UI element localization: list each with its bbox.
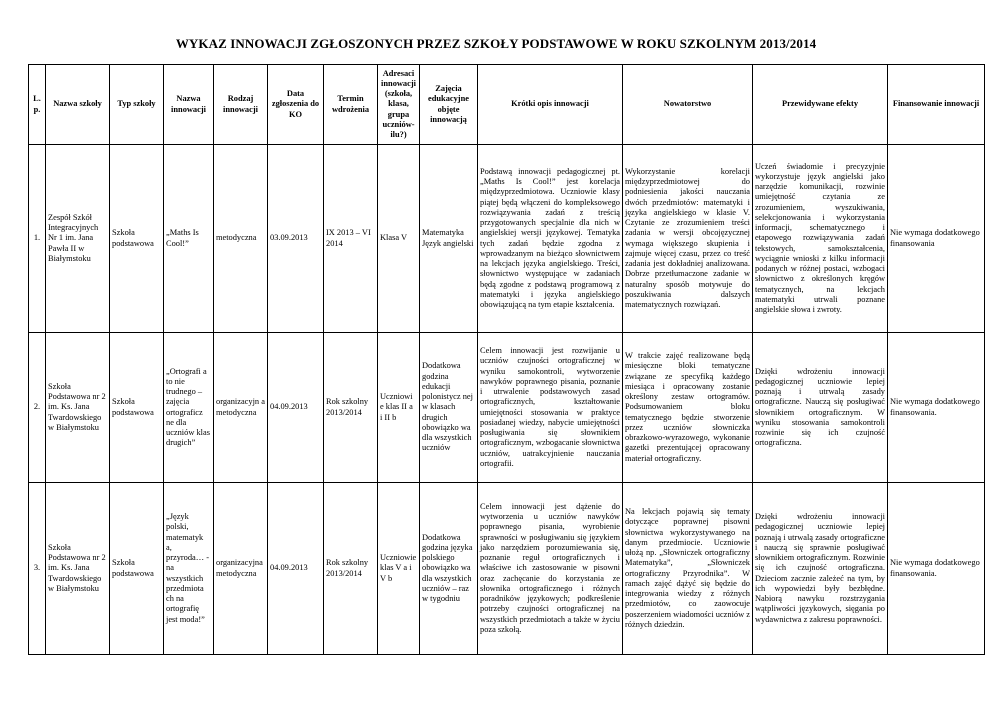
cell-subjects: Matematyka Język angielski	[420, 145, 478, 333]
cell-addressees: Klasa V	[378, 145, 420, 333]
cell-type: Szkoła podstawowa	[110, 333, 164, 483]
cell-school: Szkoła Podstawowa nr 2 im. Ks. Jana Twardowskiego w Białymstoku	[46, 483, 110, 655]
cell-addressees: Uczniowi e klas II a i II b	[378, 333, 420, 483]
cell-desc: Celem innowacji jest dążenie do wytworzenia u uczniów nawyków poprawnego pisania, wyrobienie sprawności w posługiwaniu się językiem jako narzędziem porozumiewania się, poznanie reguł ortograficznych i właściwe ich zastosowanie w pisowni oraz zachęcanie do korzystania ze słownika ortograficznego i różnych poradników językowych; podkreślenie potrzeby czujności ortograficznej na wszystkich przedmiotach a także w życiu poza szkołą.	[478, 483, 623, 655]
cell-novelty: Na lekcjach pojawią się tematy dotyczące poprawnej pisowni słownictwa wykorzystywanego na danym przedmiocie. Uczniowie ułożą np. „Słowniczek ortograficzny Matematyka”, „Słowniczek ortograficzny Przyrodnika”. W ramach zajęć dążyć się będzie do integrowania wiedzy z różnych przedmiotów, co zaowocuje poszerzeniem wiadomości uczniów z różnych dziedzin.	[623, 483, 753, 655]
header-term: Termin wdrożenia	[324, 65, 378, 145]
cell-kind: organizacyjn a metodyczna	[214, 333, 268, 483]
table-row	[29, 333, 985, 483]
header-type: Typ szkoły	[110, 65, 164, 145]
cell-finance: Nie wymaga dodatkowego finansowania	[888, 145, 985, 333]
cell-date: 04.09.2013	[268, 483, 324, 655]
cell-subjects: Dodatkowa godzina języka polskiego obowiązko wa dla wszystkich uczniów – raz w tygodniu	[420, 483, 478, 655]
cell-desc: Podstawą innowacji pedagogicznej pt. „Maths Is Cool!” jest korelacja międzyprzedmiotowa. Uczniowie klasy piątej będą włączeni do kompleksowego rozwiązywania zadań z treścią przygotowanych specjalnie dla nich w angielskiej wersji językowej. Tematyka tych zadań będzie zgodna z wprowadzanym na bieżąco słownictwem na lekcjach języka angielskiego. Treści, słownictwo występujące w zadaniach będą zgodne z podstawą programową z matematyki i języka angielskiego obowiązującą na tym etapie kształcenia.	[478, 145, 623, 333]
innovations-table	[28, 64, 985, 655]
table-row	[29, 483, 985, 655]
cell-type: Szkoła podstawowa	[110, 483, 164, 655]
cell-effects: Dzięki wdrożeniu innowacji pedagogicznej uczniowie lepiej poznają i utrwalą zasady ortograficzne i nauczą się sprawnie posługiwać słownikiem ortograficznym. Rozwinie się ich czujność ortograficzna. Dzieciom zacznie zależeć na tym, by ich wypowiedzi były bezbłędne. Nabiorą nawyku rozstrzygania wątpliwości językowych, sięgania po wydawnictwa z zakresu poprawności.	[753, 483, 888, 655]
cell-term: Rok szkolny 2013/2014	[324, 333, 378, 483]
cell-novelty: Wykorzystanie korelacji międzyprzedmiotowej do podniesienia jakości nauczania dwóch przedmiotów: matematyki i języka angielskiego w klasie V. Czytanie ze zrozumieniem treści zadania w wersji obcojęzycznej wymaga większego skupienia i zajmuje więcej czasu, przez co treść zadania jest dokładniej analizowana. Dobrze przetłumaczone zadanie w naturalny sposób motywuje do poszukiwania dalszych matematycznych rozwiązań.	[623, 145, 753, 333]
cell-date: 03.09.2013	[268, 145, 324, 333]
header-name: Nazwa innowacji	[164, 65, 214, 145]
cell-lp: 1.	[29, 145, 46, 333]
cell-kind: metodyczna	[214, 145, 268, 333]
page-title: WYKAZ INNOWACJI ZGŁOSZONYCH PRZEZ SZKOŁY PODSTAWOWE W ROKU SZKOLNYM 2013/2014	[175, 36, 817, 51]
cell-desc: Celem innowacji jest rozwijanie u uczniów czujności ortograficznej w wyniku samokontroli, wytworzenie nawyków poprawnego pisania, poznanie i utrwalenie podstawowych zasad ortograficznych, kształtowanie umiejętności stosowania w praktyce posiadanej wiedzy, nabycie umiejętności posługiwania się słownikiem ortograficznym, wzbogacanie słownictwa uczniów, uatrakcyjnienie nauczania ortografii.	[478, 333, 623, 483]
header-addressees: Adresaci innowacji (szkoła, klasa, grupa uczniów-ilu?)	[378, 65, 420, 145]
header-desc: Krótki opis innowacji	[478, 65, 623, 145]
cell-novelty: W trakcie zajęć realizowane będą miesięczne bloki tematyczne związane ze specyfiką każdego miesiąca i opracowany zostanie określony zestaw ortogramów. Podsumowaniem bloku tematycznego będzie stworzenie przez uczniów słowniczka obrazkowo-wyrazowego, wykonanie gazetki prezentującej opracowany materiał ortograficzny.	[623, 333, 753, 483]
header-finance: Finansowanie innowacji	[888, 65, 985, 145]
table-row	[29, 145, 985, 333]
cell-addressees: Uczniowie klas V a i V b	[378, 483, 420, 655]
cell-effects: Dzięki wdrożeniu innowacji pedagogicznej uczniowie lepiej poznają i utrwalą zasady ortograficzne. Nauczą się posługiwać słownikiem ortograficznym. W wyniku stosowania samokontroli rozwinie się ich czujność ortograficzna.	[753, 333, 888, 483]
header-kind: Rodzaj innowacji	[214, 65, 268, 145]
header-novelty: Nowatorstwo	[623, 65, 753, 145]
cell-term: IX 2013 – VI 2014	[324, 145, 378, 333]
cell-lp: 3.	[29, 483, 46, 655]
cell-kind: organizacyjna metodyczna	[214, 483, 268, 655]
cell-name: „Język polski, matematyk a, przyroda… - na wszystkich przedmiota ch na ortografię jest moda!”	[164, 483, 214, 655]
cell-subjects: Dodatkowa godzina edukacji polonistycz nej w klasach drugich obowiązko wa dla wszystkich uczniów	[420, 333, 478, 483]
header-effects: Przewidywane efekty	[753, 65, 888, 145]
header-row	[29, 65, 985, 145]
cell-finance: Nie wymaga dodatkowego finansowania.	[888, 483, 985, 655]
cell-type: Szkoła podstawowa	[110, 145, 164, 333]
cell-term: Rok szkolny 2013/2014	[324, 483, 378, 655]
cell-effects: Uczeń świadomie i precyzyjnie wykorzystuje język angielski jako narzędzie komunikacji, rozwinie umiejętność czytania ze zrozumieniem, wyszukiwania, selekcjonowania i wykorzystania informacji, schematycznego i etapowego rozwiązywania zadań tekstowych, samokształcenia, wyciągnie wnioski z kilku informacji podanych w różnej postaci, wzbogaci słownictwo z określonych kręgów tematycznych, na lekcjach matematyki utrwali poznane angielskie słowa i zwroty.	[753, 145, 888, 333]
cell-finance: Nie wymaga dodatkowego finansowania.	[888, 333, 985, 483]
header-school: Nazwa szkoły	[46, 65, 110, 145]
cell-lp: 2.	[29, 333, 46, 483]
header-lp: L. p.	[29, 65, 46, 145]
cell-school: Zespół Szkół Integracyjnych Nr 1 im. Jana Pawła II w Białymstoku	[46, 145, 110, 333]
cell-date: 04.09.2013	[268, 333, 324, 483]
header-subjects: Zajęcia edukacyjne objęte innowacją	[420, 65, 478, 145]
cell-name: „Ortografi a to nie trudnego – zajęcia ortograficz ne dla uczniów klas drugich”	[164, 333, 214, 483]
cell-school: Szkoła Podstawowa nr 2 im. Ks. Jana Twardowskiego w Białymstoku	[46, 333, 110, 483]
cell-name: „Maths Is Cool!”	[164, 145, 214, 333]
header-date: Data zgłoszenia do KO	[268, 65, 324, 145]
